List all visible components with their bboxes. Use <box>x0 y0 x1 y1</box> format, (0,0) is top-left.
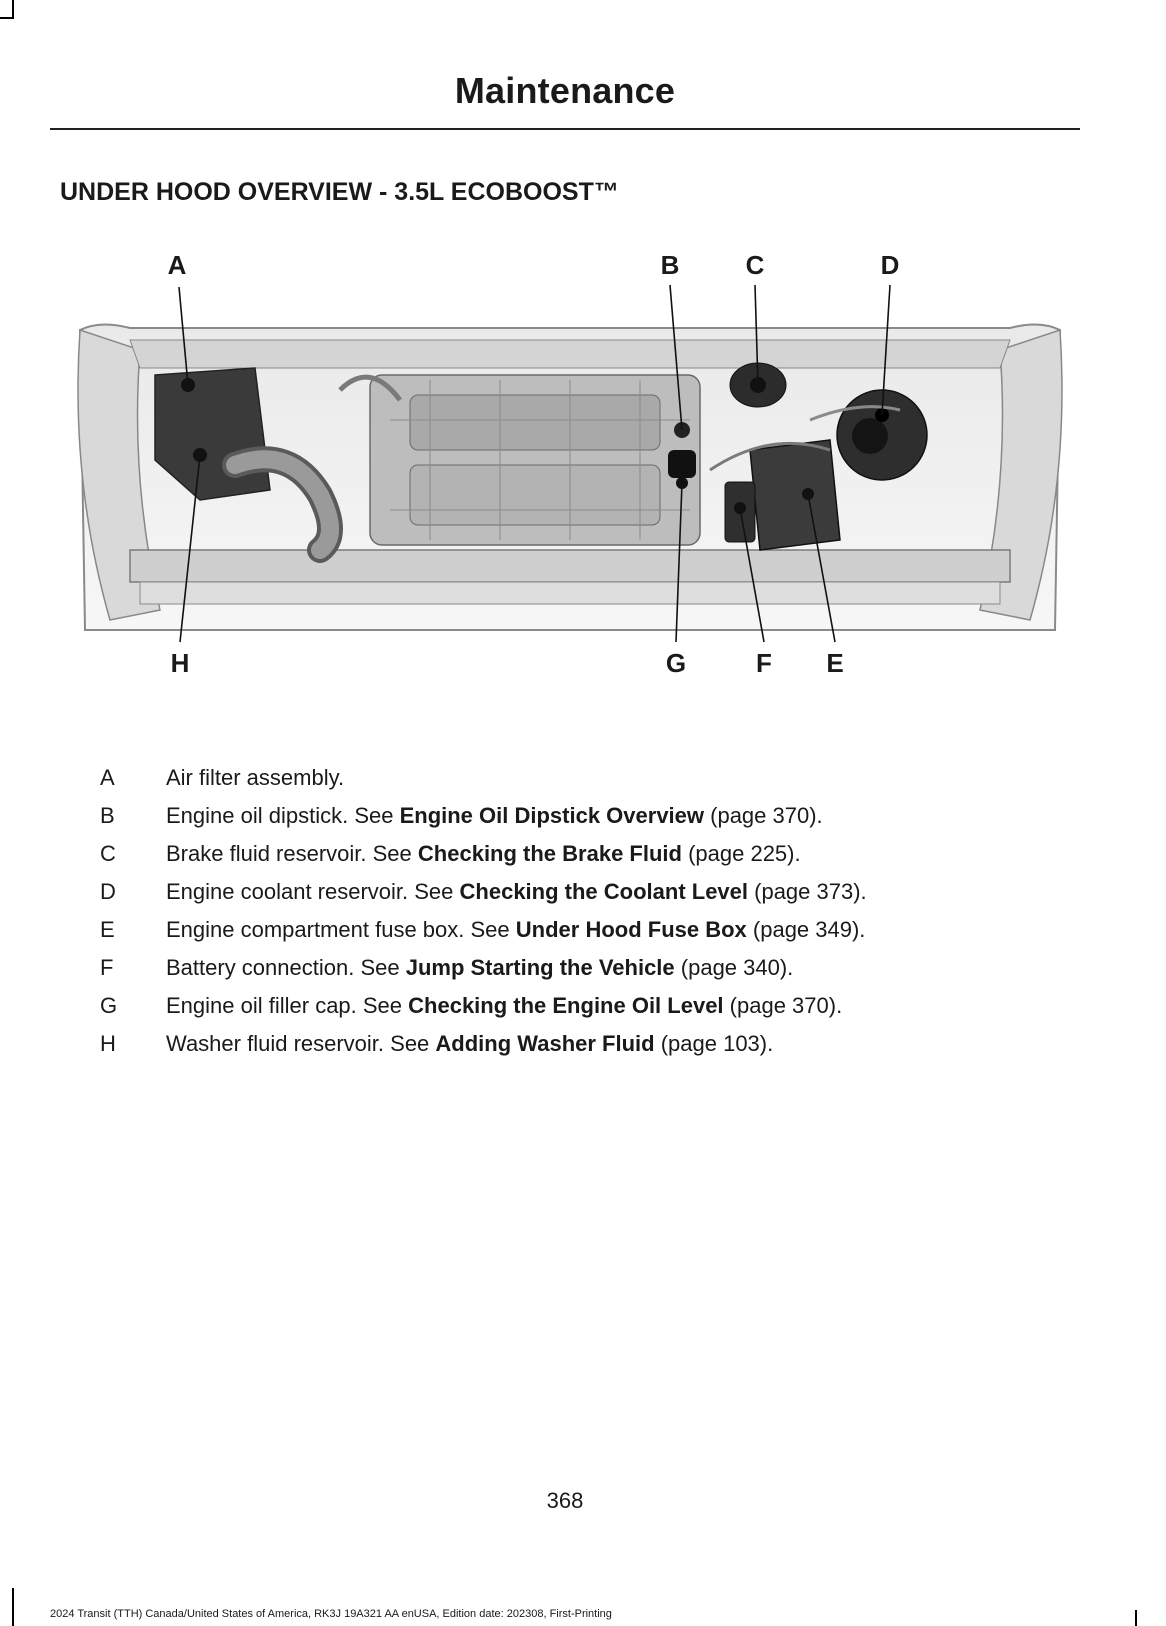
cross-reference-link[interactable]: Adding Washer Fluid <box>435 1031 655 1056</box>
legend-description: Washer fluid reservoir. See Adding Washer Fluid (page 103). <box>166 1031 774 1056</box>
page-number: 368 <box>546 1488 584 1513</box>
crop-mark-bottom-right <box>1135 1610 1137 1626</box>
cross-reference-link[interactable]: Checking the Coolant Level <box>459 879 749 904</box>
callout-label-g: G <box>665 648 687 678</box>
legend-description: Engine coolant reservoir. See Checking the Coolant Level (page 373). <box>166 879 867 904</box>
callout-label-b: B <box>660 250 680 280</box>
document-footer: 2024 Transit (TTH) Canada/United States of America, RK3J 19A321 AA enUSA, Edition date: 202308, First-Printing <box>50 1608 612 1620</box>
crop-mark-top-left <box>12 0 14 18</box>
legend-description: Air filter assembly. <box>166 765 345 790</box>
legend-key: A <box>100 765 115 790</box>
crop-mark-bottom-left <box>12 1588 14 1626</box>
legend-description: Engine oil dipstick. See Engine Oil Dipstick Overview (page 370). <box>166 803 823 828</box>
crop-mark-top-left <box>0 17 14 19</box>
header-rule <box>50 128 1080 130</box>
legend-description: Brake fluid reservoir. See Checking the Brake Fluid (page 225). <box>166 841 801 866</box>
section-title: UNDER HOOD OVERVIEW - 3.5L ECOBOOST™ <box>60 178 619 206</box>
legend-key: H <box>100 1031 116 1056</box>
callout-label-h: H <box>170 648 190 678</box>
cross-reference-link[interactable]: Under Hood Fuse Box <box>515 917 747 942</box>
cross-reference-link[interactable]: Checking the Engine Oil Level <box>408 993 724 1018</box>
callout-label-f: F <box>756 648 772 678</box>
legend-description: Engine compartment fuse box. See Under Hood Fuse Box (page 349). <box>166 917 866 942</box>
legend-description: Engine oil filler cap. See Checking the Engine Oil Level (page 370). <box>166 993 843 1018</box>
legend-key: B <box>100 803 115 828</box>
callout-label-a: A <box>167 250 187 280</box>
callout-label-e: E <box>826 648 844 678</box>
engine-bay-drawing <box>70 250 1070 700</box>
legend-key: C <box>100 841 116 866</box>
cross-reference-link[interactable]: Engine Oil Dipstick Overview <box>399 803 705 828</box>
legend-key: E <box>100 917 115 942</box>
legend-key: G <box>100 993 118 1018</box>
legend-description: Battery connection. See Jump Starting the Vehicle (page 340). <box>166 955 794 980</box>
cross-reference-link[interactable]: Checking the Brake Fluid <box>417 841 682 866</box>
page-header-title: Maintenance <box>454 70 676 111</box>
engine-bay-illustration <box>70 250 1070 700</box>
legend-key: D <box>100 879 116 904</box>
callout-label-d: D <box>880 250 900 280</box>
cross-reference-link[interactable]: Jump Starting the Vehicle <box>405 955 675 980</box>
legend-key: F <box>100 955 114 980</box>
callout-label-c: C <box>745 250 765 280</box>
